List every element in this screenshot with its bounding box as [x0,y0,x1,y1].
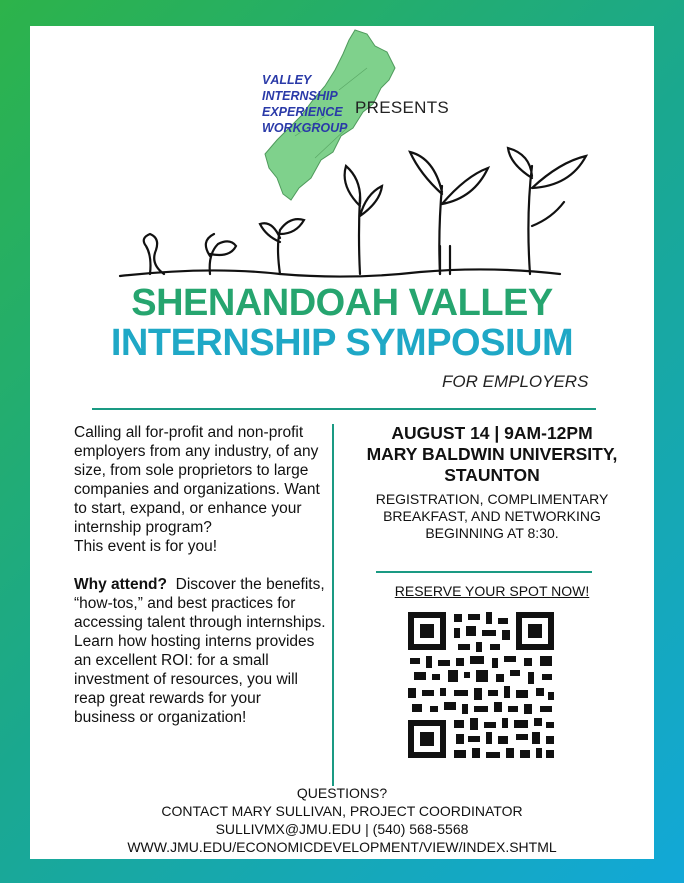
seedling-growth-illustration [90,146,590,286]
registration-note: REGISTRATION, COMPLIMENTARY BREAKFAST, AND NETWORKING BEGINNING AT 8:30. [375,491,609,541]
divider-vertical [332,424,334,786]
viewg-logo [262,72,347,136]
qr-code-icon[interactable] [406,610,556,760]
flyer-page [30,26,654,859]
intro-column [74,423,326,727]
why-attend-text: Discover the benefits, “how-tos,” and best practices for accessing talent through internships. Learn how hosting interns provides an excellent ROI: for a small investment of resources, you will reap great rewards for your business or organization! [74,576,326,726]
reserve-spot-link[interactable]: RESERVE YOUR SPOT NOW! [394,583,590,599]
intro-paragraph: Calling all for-profit and non-profit employers from any industry, of any size, from sole proprietors to large companies and organizations. Want to start, expand, or enhance your internship program? [74,424,320,536]
why-attend-paragraph [74,575,326,727]
questions-label: QUESTIONS? [296,785,388,801]
contact-footer [30,784,654,856]
title-line-1: SHENANDOAH VALLEY [131,282,553,324]
website-link[interactable]: WWW.JMU.EDU/ECONOMICDEVELOPMENT/VIEW/INDEX.SHTML [127,839,557,855]
event-city: STAUNTON [444,465,540,485]
event-venue: MARY BALDWIN UNIVERSITY, [366,444,618,464]
logo-line-4: WORKGROUP [262,121,348,135]
divider-top [92,408,596,410]
title-line-2: INTERNSHIP SYMPOSIUM [110,322,574,364]
why-attend-label: Why attend? [74,576,167,593]
event-details [342,423,642,486]
divider-right [376,571,592,573]
logo-line-1: VALLEY [262,73,312,87]
contact-email-phone[interactable]: SULLIVMX@JMU.EDU | (540) 568-5568 [215,821,469,837]
contact-name: CONTACT MARY SULLIVAN, PROJECT COORDINATOR [161,803,523,819]
intro-callout: This event is for you! [74,538,218,555]
presents-label: PRESENTS [355,98,450,117]
logo-line-2: INTERNSHIP [262,89,338,103]
logo-line-3: EXPERIENCE [262,105,343,119]
subtitle: FOR EMPLOYERS [442,372,589,391]
event-date-time: AUGUST 14 | 9AM-12PM [391,423,593,443]
